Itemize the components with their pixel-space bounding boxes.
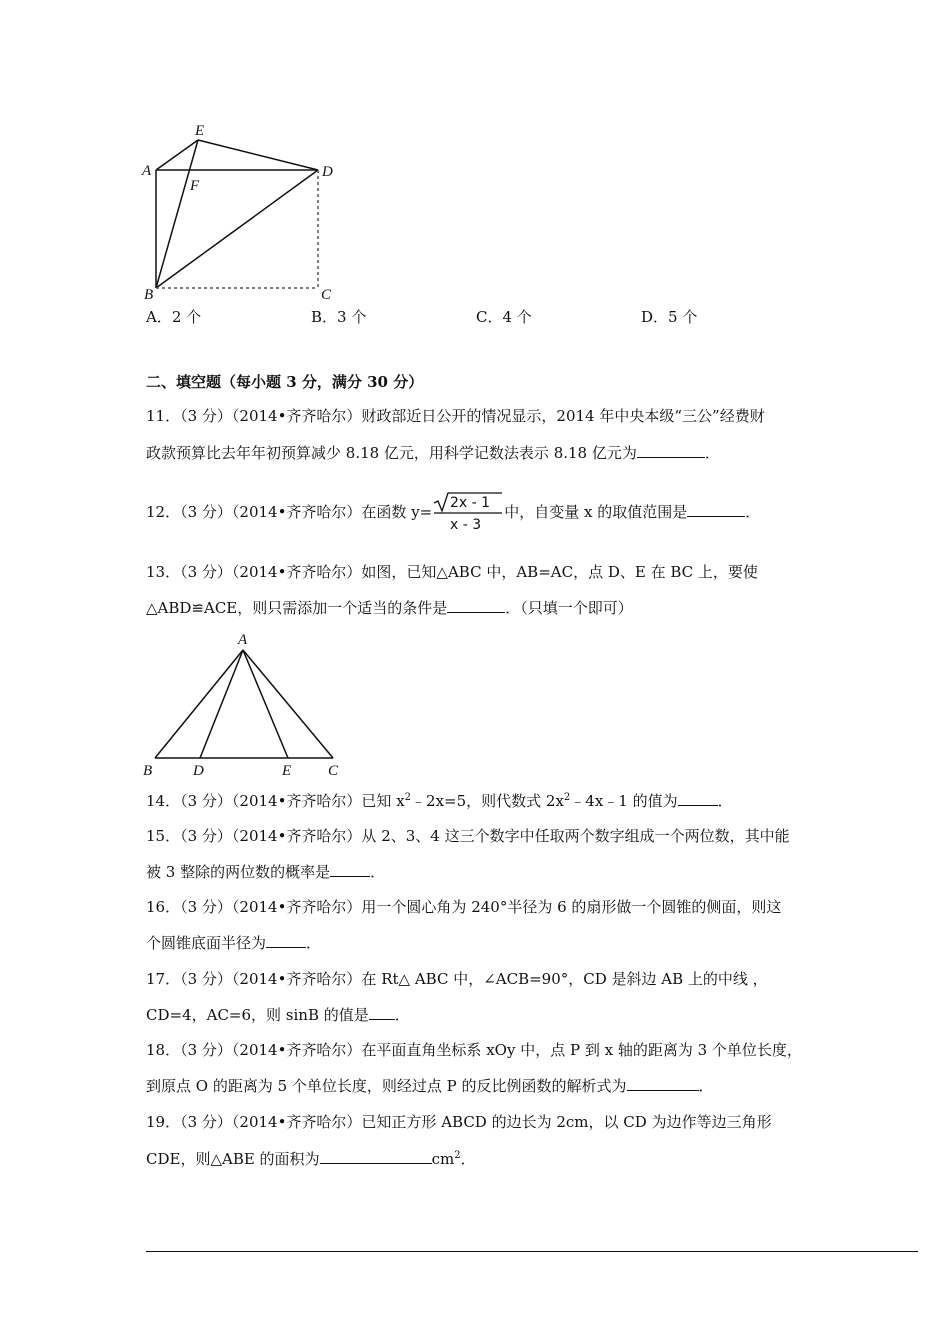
segment-ae — [156, 140, 198, 170]
q12-numerator: 2x - 1 — [450, 495, 491, 511]
q14-sup-2: 2 — [563, 792, 571, 803]
section-heading: 二、填空题（每小题 3 分，满分 30 分） — [146, 373, 424, 391]
q17-end: ． — [394, 1006, 410, 1024]
q14-text-2: ﹣2x=5，则代数式 2x — [411, 792, 564, 810]
footer-rule — [146, 1251, 918, 1252]
q13-end: ．（只填一个即可） — [505, 599, 633, 617]
q19-unit-sup: 2 — [454, 1150, 461, 1161]
segment-ab — [155, 650, 243, 758]
label-b: B — [144, 287, 154, 303]
choice-d: D．5 个 — [641, 308, 698, 326]
q12-denominator: x - 3 — [450, 517, 482, 533]
q13-text: △ABD≌ACE，则只需添加一个适当的条件是 — [146, 599, 448, 617]
choice-c: C．4 个 — [476, 308, 532, 326]
label-c: C — [328, 763, 339, 779]
q11-end: ． — [704, 444, 720, 462]
q14-line — [146, 791, 733, 811]
q12-answer-blank — [687, 502, 745, 517]
label-f: F — [190, 178, 200, 194]
segment-ae — [243, 650, 288, 758]
q15-line1: 15．（3 分）（2014•齐齐哈尔）从 2、3、4 这三个数字中任取两个数字组成一个两位数，其中能 — [146, 827, 790, 845]
q14-sup-1: 2 — [404, 792, 412, 803]
q14-text-1: 14．（3 分）（2014•齐齐哈尔）已知 x — [146, 792, 405, 810]
segment-ac — [243, 650, 333, 758]
q12-text-after: 中，自变量 x 的取值范围是 — [504, 503, 688, 521]
q19-unit: cm — [431, 1150, 455, 1168]
q11-line1: 11．（3 分）（2014•齐齐哈尔）财政部近日公开的情况显示，2014 年中央本级“三公”经费财 — [146, 407, 765, 425]
q18-line2 — [146, 1076, 714, 1096]
q12-end: ． — [745, 503, 761, 521]
q11-answer-blank — [637, 443, 705, 458]
q15-end: ． — [370, 863, 386, 881]
choice-b: B．3 个 — [311, 308, 367, 326]
q15-line2 — [146, 862, 385, 882]
q11-text: 政款预算比去年年初预算减少 8.18 亿元，用科学记数法表示 8.18 亿元为 — [146, 444, 637, 462]
q13-answer-blank — [447, 598, 505, 613]
q18-text: 到原点 O 的距离为 5 个单位长度，则经过点 P 的反比例函数的解析式为 — [146, 1077, 627, 1095]
q18-line1: 18．（3 分）（2014•齐齐哈尔）在平面直角坐标系 xOy 中，点 P 到 x 轴的距离为 3 个单位长度， — [146, 1041, 802, 1059]
figure-2 — [140, 628, 350, 780]
q12-text-before: 12．（3 分）（2014•齐齐哈尔）在函数 y= — [146, 503, 433, 521]
q11-line2 — [146, 443, 720, 463]
q15-text: 被 3 整除的两位数的概率是 — [146, 863, 331, 881]
segment-eb — [156, 140, 198, 288]
q14-text-3: ﹣4x﹣1 的值为 — [570, 792, 678, 810]
q13-line2 — [146, 598, 633, 618]
q16-line2 — [146, 933, 321, 953]
label-d: D — [193, 763, 204, 779]
q14-answer-blank — [678, 791, 718, 806]
q19-text: CDE，则△ABE 的面积为 — [146, 1150, 320, 1168]
figure-2-svg — [140, 628, 350, 780]
label-d: D — [322, 164, 333, 180]
q19-end: ． — [460, 1150, 476, 1168]
q19-line2 — [146, 1149, 476, 1169]
label-e: E — [195, 123, 205, 139]
q16-line1: 16．（3 分）（2014•齐齐哈尔）用一个圆心角为 240°半径为 6 的扇形做一个圆锥的侧面，则这 — [146, 898, 782, 916]
label-e: E — [282, 763, 292, 779]
q13-line1: 13．（3 分）（2014•齐齐哈尔）如图，已知△ABC 中，AB=AC，点 D、E 在 BC 上，要使 — [146, 563, 758, 581]
q17-line1: 17．（3 分）（2014•齐齐哈尔）在 Rt△ ABC 中，∠ACB=90°，CD 是斜边 AB 上的中线 ， — [146, 970, 768, 988]
figure-1-svg — [140, 118, 340, 308]
q19-answer-blank — [320, 1149, 432, 1164]
q16-answer-blank — [266, 933, 306, 948]
q16-end: ． — [306, 934, 322, 952]
q18-end: ． — [698, 1077, 714, 1095]
q18-answer-blank — [627, 1076, 699, 1091]
figure-1 — [140, 118, 340, 308]
label-c: C — [321, 287, 332, 303]
q12-line — [146, 490, 760, 535]
label-a: A — [142, 163, 152, 179]
q16-text: 个圆锥底面半径为 — [146, 934, 267, 952]
q17-line2 — [146, 1005, 410, 1025]
q17-text: CD=4，AC=6，则 sinB 的值是 — [146, 1006, 369, 1024]
q19-line1: 19．（3 分）（2014•齐齐哈尔）已知正方形 ABCD 的边长为 2cm，以 CD 为边作等边三角形 — [146, 1113, 772, 1131]
q15-answer-blank — [330, 862, 370, 877]
segment-bd — [156, 170, 318, 288]
label-a: A — [238, 632, 248, 648]
segment-ad — [200, 650, 243, 758]
label-b: B — [143, 763, 153, 779]
q17-answer-blank — [369, 1005, 395, 1020]
segment-ed — [198, 140, 318, 170]
choice-a: A．2 个 — [146, 308, 202, 326]
q12-fraction — [432, 491, 504, 535]
q14-end: ． — [717, 792, 733, 810]
